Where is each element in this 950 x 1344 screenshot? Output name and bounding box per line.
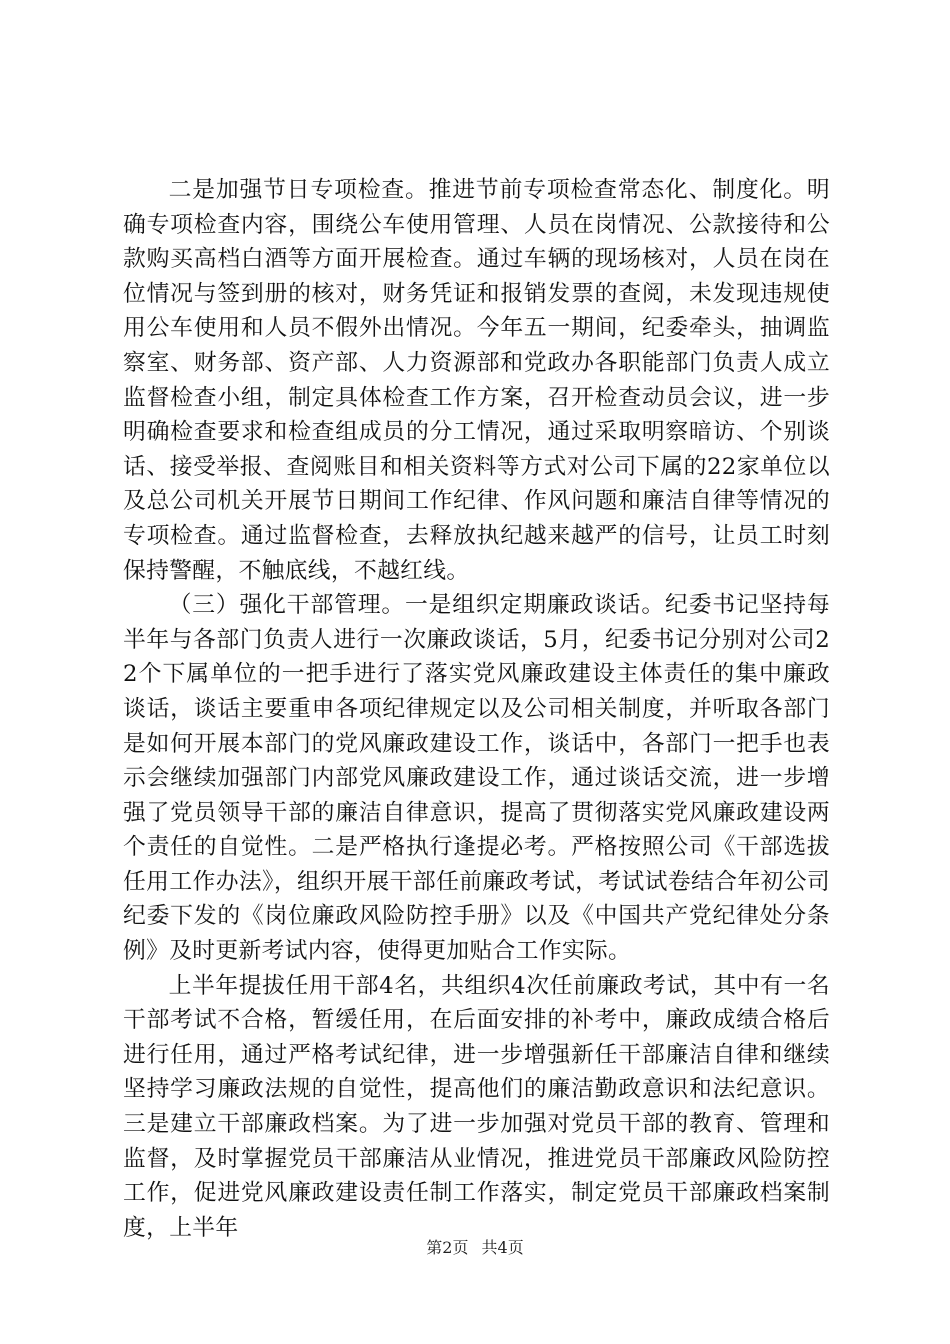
paragraph-cadre-management: （三）强化干部管理。一是组织定期廉政谈话。纪委书记坚持每半年与各部门负责人进行一次廉政谈话，5月，纪委书记分别对公司22个下属单位的一把手进行了落实党风廉政建设主体责任的集中廉政谈话，谈话主要重申各项纪律规定以及公司相关制度，并听取各部门是如何开展本部门的党风廉政建设工作，谈话中，各部门一把手也表示会继续加强部门内部党风廉政建设工作，通过谈话交流，进一步增强了党员领导干部的廉洁自律意识，提高了贯彻落实党风廉政建设两个责任的自觉性。二是严格执行逢提必考。严格按照公司《干部选拔任用工作办法》，组织开展干部任前廉政考试，考试试卷结合年初公司纪委下发的《岗位廉政风险防控手册》以及《中国共产党纪律处分条例》及时更新考试内容，使得更加贴合工作实际。 (123, 592, 830, 965)
page-footer (0, 1238, 950, 1258)
paragraph-cadre-promotion: 上半年提拔任用干部4名，共组织4次任前廉政考试，其中有一名干部考试不合格，暂缓任用，在后面安排的补考中，廉政成绩合格后进行任用，通过严格考试纪律，进一步增强新任干部廉洁自律和继续坚持学习廉政法规的自觉性，提高他们的廉洁勤政意识和法纪意识。三是建立干部廉政档案。为了进一步加强对党员干部的教育、管理和监督，及时掌握党员干部廉洁从业情况，推进党员干部廉政风险防控工作，促进党风廉政建设责任制工作落实，制定党员干部廉政档案制度，上半年 (123, 972, 830, 1241)
document-body (123, 173, 830, 1245)
page-number: 第2页 (426, 1238, 469, 1257)
page-total: 共4页 (481, 1238, 524, 1257)
paragraph-holiday-inspection: 二是加强节日专项检查。推进节前专项检查常态化、制度化。明确专项检查内容，围绕公车使用管理、人员在岗情况、公款接待和公款购买高档白酒等方面开展检查。通过车辆的现场核对，人员在岗在位情况与签到册的核对，财务凭证和报销发票的查阅，未发现违规使用公车使用和人员不假外出情况。今年五一期间，纪委牵头，抽调监察室、财务部、资产部、人力资源部和党政办各职能部门负责人成立监督检查小组，制定具体检查工作方案，召开检查动员会议，进一步明确检查要求和检查组成员的分工情况，通过采取明察暗访、个别谈话、接受举报、查阅账目和相关资料等方式对公司下属的22家单位以及总公司机关开展节日期间工作纪律、作风问题和廉洁自律等情况的专项检查。通过监督检查，去释放执纪越来越严的信号，让员工时刻保持警醒，不触底线，不越红线。 (123, 177, 830, 584)
